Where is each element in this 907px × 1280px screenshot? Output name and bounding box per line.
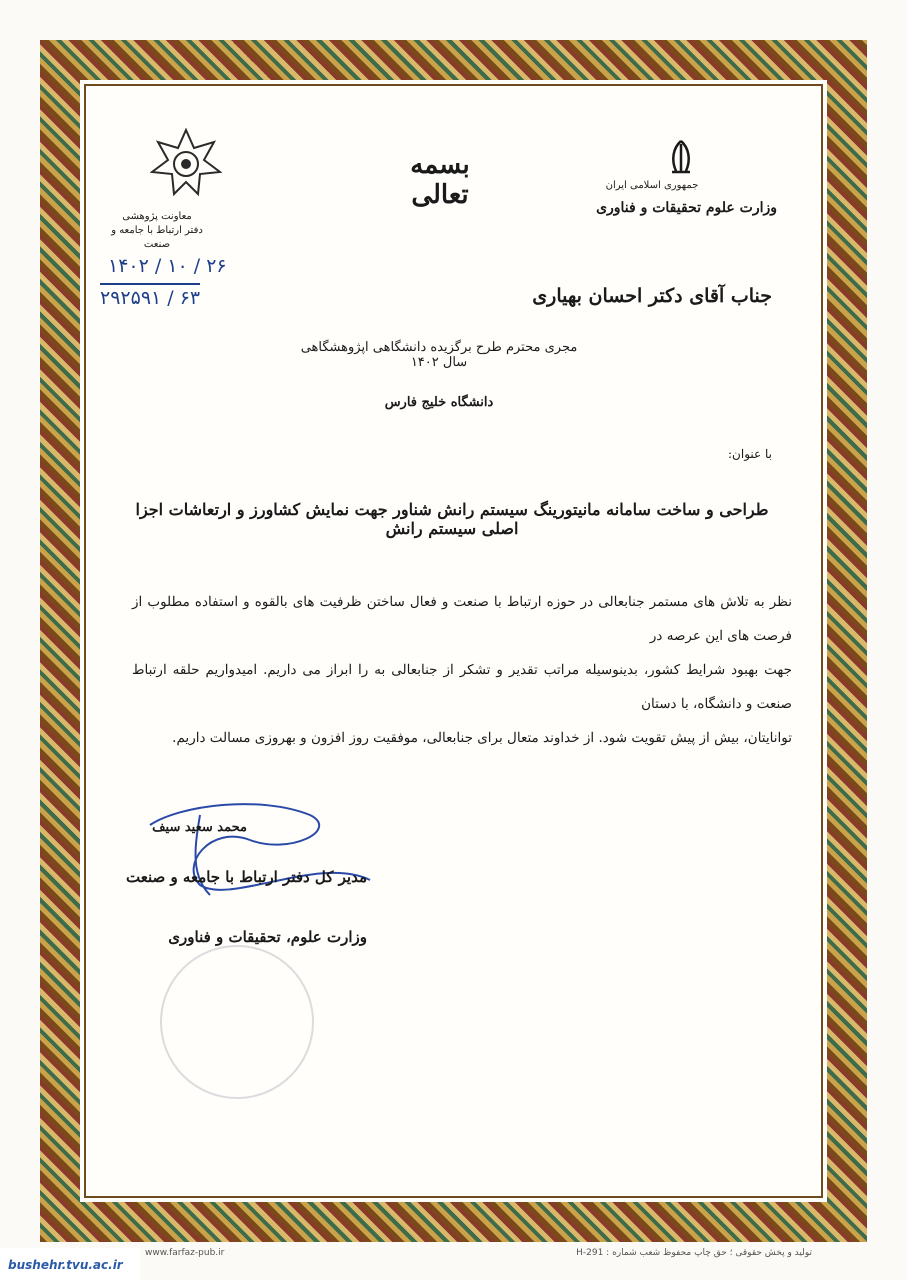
body-line-2: جهت بهبود شرایط کشور، بدینوسیله مراتب تقدیر و تشکر از جنابعالی به را ابراز می داریم. امیدواریم حلقه ارتباط صنعت و دانشگاه، با دستان — [132, 662, 792, 712]
left-office-block — [97, 210, 217, 252]
watermark-badge — [0, 1248, 140, 1280]
recipient-name: جناب آقای دکتر احسان بهیاری — [532, 285, 772, 307]
body-line-1: نظر به تلاش های مستمر جنابعالی در حوزه ارتباط با صنعت و فعال ساختن ظرفیت های بالقوه و استفاده مطلوب از فرصت های این عرصه در — [132, 594, 792, 644]
letter-number: ۲۹۲۵۹۱ / ۶۳ — [100, 283, 200, 309]
subject-title: طراحی و ساخت سامانه مانیتورینگ سیستم رانش شناور جهت نمایش کشاورز و ارتعاشات اجزا اصلی سیستم رانش — [135, 500, 769, 538]
letter-date: ۱۴۰۲ / ۱۰ / ۲۶ — [108, 255, 227, 277]
university-emblem-icon — [150, 128, 222, 200]
footer-publisher: تولید و پخش حقوقی ؛ حق چاپ محفوظ شعب شماره : H-291 — [576, 1248, 812, 1258]
ministry-name: وزارت علوم تحقیقات و فناوری — [596, 200, 777, 216]
recipient-role: مجری محترم طرح برگزیده دانشگاهی اپژوهشگاهی سال ۱۴۰۲ — [300, 340, 578, 370]
besmellah: بسمه تعالی — [410, 150, 470, 210]
body-line-3: توانایتان، بیش از پیش تقویت شود. از خداوند متعال برای جنابعالی، موفقیت روز افزون و بهروزی مسالت داریم. — [172, 730, 792, 746]
letter-body — [132, 585, 792, 755]
subject-label: با عنوان: — [728, 447, 772, 461]
office-line-1: معاونت پژوهشی — [122, 211, 192, 222]
signer-ministry: وزارت علوم، تحقیقات و فناوری — [168, 928, 367, 946]
signer-title: مدیر کل دفتر ارتباط با جامعه و صنعت — [126, 868, 367, 886]
footer-website: www.farfaz-pub.ir — [145, 1248, 225, 1258]
recipient-university: دانشگاه خلیج فارس — [384, 395, 494, 410]
watermark-text: bushehr.tvu.ac.ir — [8, 1258, 123, 1272]
country-name: جمهوری اسلامی ایران — [605, 180, 699, 191]
signer-name: محمد سعید سیف — [152, 820, 247, 835]
iran-emblem-icon — [662, 138, 700, 176]
signature-scribble — [140, 795, 380, 915]
faded-seal-stamp — [160, 945, 314, 1099]
office-line-2: دفتر ارتباط با جامعه و صنعت — [111, 225, 203, 250]
